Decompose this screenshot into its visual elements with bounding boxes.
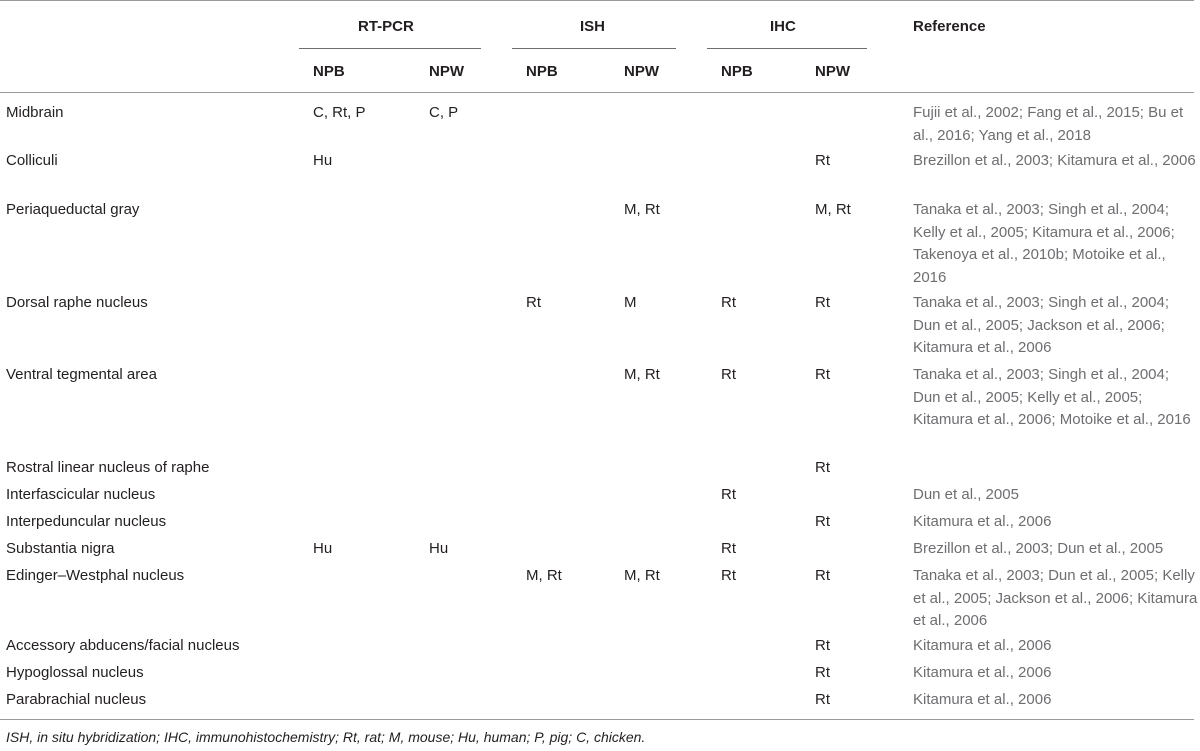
subheader-rtpcr-npb: NPB: [313, 63, 345, 80]
subheader-ihc-npw: NPW: [815, 63, 850, 80]
ish-npw-cell: M, Rt: [624, 567, 660, 584]
reference-header: Reference: [913, 18, 986, 35]
ihc-npw-cell: Rt: [815, 567, 830, 584]
row-label: Substantia nigra: [6, 540, 115, 557]
row-label: Midbrain: [6, 104, 64, 121]
group-rule-ish: [512, 48, 676, 49]
header-bottom-rule: [0, 92, 1194, 93]
ihc-npb-cell: Rt: [721, 366, 736, 383]
reference-cell: Brezillon et al., 2003; Kitamura et al., 2006: [913, 152, 1196, 169]
subheader-ish-npw: NPW: [624, 63, 659, 80]
reference-cell: Kitamura et al., 2006: [913, 691, 1052, 708]
ihc-npw-cell: Rt: [815, 366, 830, 383]
ihc-npb-cell: Rt: [721, 294, 736, 311]
row-label: Accessory abducens/facial nucleus: [6, 637, 240, 654]
reference-cell: Dun et al., 2005: [913, 486, 1019, 503]
ish-npw-cell: M, Rt: [624, 201, 660, 218]
ihc-npb-cell: Rt: [721, 567, 736, 584]
row-label: Hypoglossal nucleus: [6, 664, 144, 681]
table-top-rule: [0, 0, 1194, 1]
reference-cell: Brezillon et al., 2003; Dun et al., 2005: [913, 540, 1164, 557]
ish-npb-cell: Rt: [526, 294, 541, 311]
ihc-npw-cell: Rt: [815, 513, 830, 530]
reference-cell: Kitamura et al., 2006: [913, 637, 1052, 654]
group-rule-ihc: [707, 48, 867, 49]
ihc-npw-cell: Rt: [815, 637, 830, 654]
group-header-ish: ISH: [580, 18, 606, 35]
ihc-npw-cell: Rt: [815, 691, 830, 708]
reference-cell: Tanaka et al., 2003; Singh et al., 2004; Kelly et al., 2005; Kitamura et al., 2006; Takenoya et al., 2010b; Motoike et al., 2016: [913, 201, 1175, 286]
group-header-ihc: IHC: [770, 18, 796, 35]
row-label: Interfascicular nucleus: [6, 486, 156, 503]
row-label: Ventral tegmental area: [6, 366, 157, 383]
ihc-npw-cell: Rt: [815, 664, 830, 681]
subheader-ihc-npb: NPB: [721, 63, 753, 80]
group-rule-rtpcr: [299, 48, 481, 49]
ihc-npb-cell: Rt: [721, 540, 736, 557]
ihc-npb-cell: Rt: [721, 486, 736, 503]
ihc-npw-cell: Rt: [815, 459, 830, 476]
ihc-npw-cell: M, Rt: [815, 201, 851, 218]
reference-cell: Kitamura et al., 2006: [913, 664, 1052, 681]
rtpcr-npw-cell: Hu: [429, 540, 449, 557]
row-label: Dorsal raphe nucleus: [6, 294, 148, 311]
reference-cell: Fujii et al., 2002; Fang et al., 2015; Bu et al., 2016; Yang et al., 2018: [913, 104, 1184, 144]
row-label: Interpeduncular nucleus: [6, 513, 167, 530]
row-label: Edinger–Westphal nucleus: [6, 567, 185, 584]
reference-cell: Kitamura et al., 2006: [913, 513, 1052, 530]
reference-cell: Tanaka et al., 2003; Singh et al., 2004; Dun et al., 2005; Jackson et al., 2006; Kitamura et al., 2006: [913, 294, 1170, 356]
rtpcr-npw-cell: C, P: [429, 104, 459, 121]
ish-npw-cell: M: [624, 294, 637, 311]
subheader-ish-npb: NPB: [526, 63, 558, 80]
table-bottom-rule: [0, 719, 1194, 720]
row-label: Colliculi: [6, 152, 58, 169]
ish-npb-cell: M, Rt: [526, 567, 562, 584]
row-label: Parabrachial nucleus: [6, 691, 147, 708]
reference-cell: Tanaka et al., 2003; Dun et al., 2005; Kelly et al., 2005; Jackson et al., 2006; Kitamura et al., 2006: [913, 567, 1198, 629]
table-footnote: ISH, in situ hybridization; IHC, immunohistochemistry; Rt, rat; M, mouse; Hu, human; P, pig; C, chicken.: [6, 729, 646, 745]
group-header-rtpcr: RT-PCR: [358, 18, 414, 35]
ish-npw-cell: M, Rt: [624, 366, 660, 383]
row-label: Periaqueductal gray: [6, 201, 140, 218]
row-label: Rostral linear nucleus of raphe: [6, 459, 210, 476]
subheader-rtpcr-npw: NPW: [429, 63, 464, 80]
rtpcr-npb-cell: C, Rt, P: [313, 104, 366, 121]
rtpcr-npb-cell: Hu: [313, 540, 333, 557]
ihc-npw-cell: Rt: [815, 294, 830, 311]
reference-cell: Tanaka et al., 2003; Singh et al., 2004; Dun et al., 2005; Kelly et al., 2005; Kitamura et al., 2006; Motoike et al., 2016: [913, 366, 1191, 428]
ihc-npw-cell: Rt: [815, 152, 830, 169]
rtpcr-npb-cell: Hu: [313, 152, 333, 169]
